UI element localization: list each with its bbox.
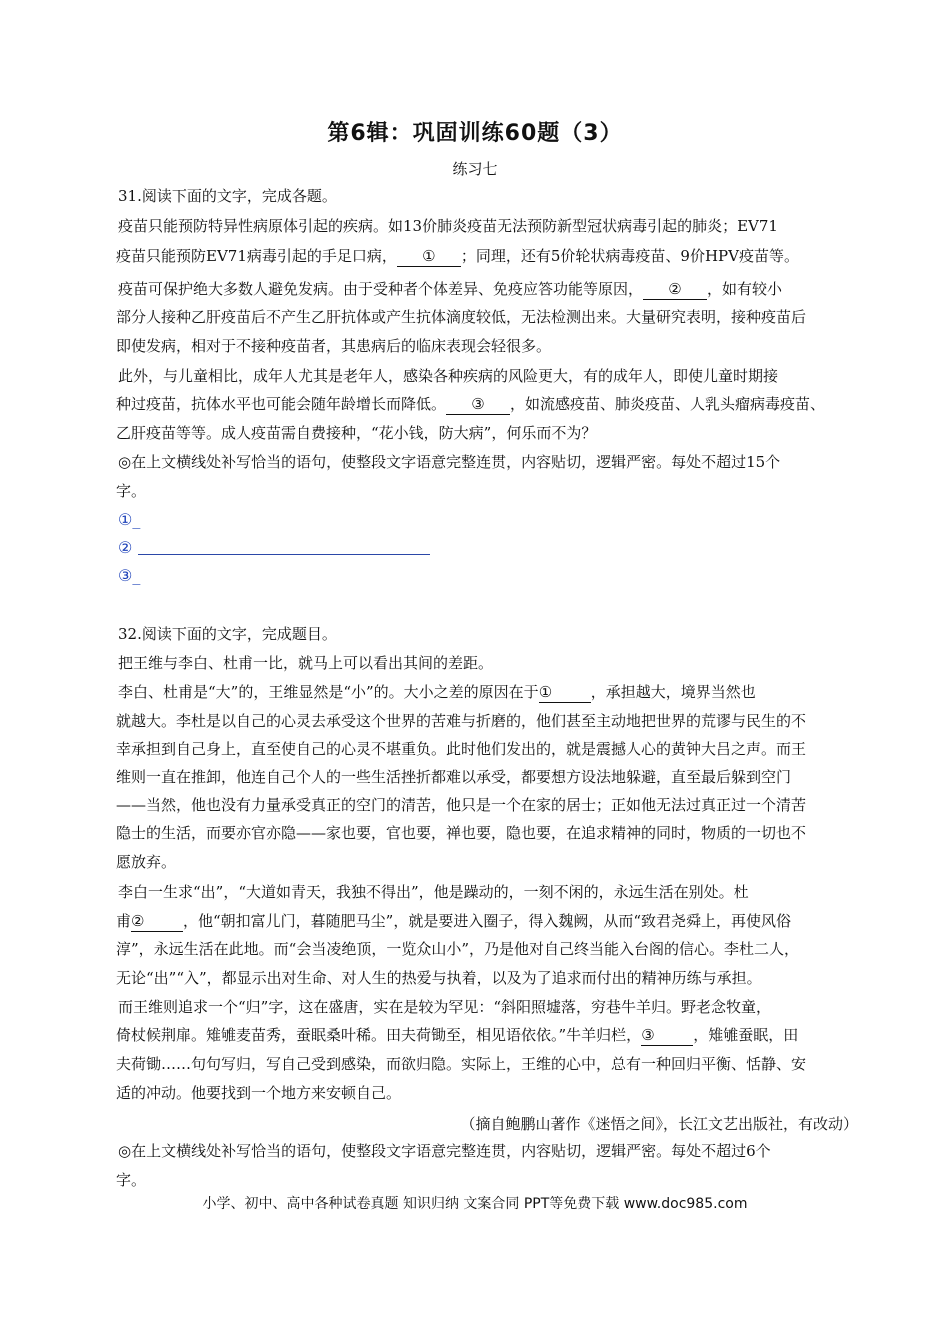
source-citation: （摘自鲍鹏山著作《迷悟之间》，长江文艺出版社，有改动） bbox=[460, 1115, 858, 1133]
q32-paragraph-4-line-4: 适的冲动。他要找到一个地方来安顿自己。 bbox=[116, 1084, 402, 1102]
text-segment: 种过疫苗，抗体水平也可能会随年龄增长而降低。 bbox=[116, 395, 447, 413]
text-segment: 李白、杜甫是“大”的，王维显然是“小”的。大小之差的原因在于 bbox=[118, 683, 539, 701]
q32-paragraph-2-line-7: 愿放弃。 bbox=[116, 853, 177, 871]
q32-paragraph-2-line-1 bbox=[118, 682, 868, 703]
q31-heading: 31.阅读下面的文字，完成各题。 bbox=[118, 187, 337, 205]
text-segment: ，他“朝扣富儿门，暮随肥马尘”，就是要进入圈子，得入魏阙，从而“致君尧舜上，再使风俗 bbox=[183, 912, 792, 930]
q31-blank-1: ① bbox=[397, 246, 461, 267]
q32-blank-3: ③ bbox=[641, 1025, 693, 1046]
answer-number: ① bbox=[118, 510, 133, 529]
section-subtitle: 练习七 bbox=[452, 160, 498, 178]
q31-instruction-line-1: ◎在上文横线处补写恰当的语句，使整段文字语意完整连贯，内容贴切，逻辑严密。每处不超过15个 bbox=[118, 453, 781, 471]
q31-paragraph-2-line-3: 即使发病，相对于不接种疫苗者，其患病后的临床表现会轻很多。 bbox=[116, 337, 552, 355]
text-segment: 疫苗只能预防EV71病毒引起的手足口病， bbox=[116, 247, 397, 265]
q31-instruction-line-2: 字。 bbox=[116, 482, 147, 500]
q32-paragraph-1: 把王维与李白、杜甫一比，就马上可以看出其间的差距。 bbox=[118, 654, 494, 672]
q32-paragraph-2-line-5: ——当然，他也没有力量承受真正的空门的清苦，他只是一个在家的居士；正如他无法过真正过一个清苦 bbox=[116, 796, 807, 814]
text-segment: ，如流感疫苗、肺炎疫苗、人乳头瘤病毒疫苗、 bbox=[510, 395, 826, 413]
q32-instruction-line-1: ◎在上文横线处补写恰当的语句，使整段文字语意完整连贯，内容贴切，逻辑严密。每处不超过6个 bbox=[118, 1142, 771, 1160]
q32-blank-1: ① bbox=[539, 682, 591, 703]
answer-2-line bbox=[138, 554, 430, 555]
q31-paragraph-1-line-1: 疫苗只能预防特异性病原体引起的疾病。如13价肺炎疫苗无法预防新型冠状病毒引起的肺炎；EV71 bbox=[118, 217, 778, 235]
text-segment: 倚杖候荆扉。雉雊麦苗秀，蚕眠桑叶稀。田夫荷锄至，相见语依依。”牛羊归栏， bbox=[116, 1026, 642, 1044]
q32-paragraph-2-line-2: 就越大。李杜是以自己的心灵去承受这个世界的苦难与折磨的，他们甚至主动地把世界的荒谬与民生的不 bbox=[116, 712, 807, 730]
q32-paragraph-4-line-2 bbox=[116, 1025, 866, 1046]
q31-blank-3: ③ bbox=[446, 394, 510, 415]
text-segment: ，如有较小 bbox=[707, 280, 783, 298]
q32-paragraph-3-line-4: 无论“出”“入”，都显示出对生命、对人生的热爱与执着，以及为了追求而付出的精神历练与承担。 bbox=[116, 969, 762, 987]
text-segment: ，雉雊蚕眠，田 bbox=[693, 1026, 799, 1044]
q32-paragraph-2-line-6: 隐士的生活，而要亦官亦隐——家也要，官也要，禅也要，隐也要，在追求精神的同时，物质的一切也不 bbox=[116, 824, 807, 842]
text-segment: 疫苗可保护绝大多数人避免发病。由于受种者个体差异、免疫应答功能等原因， bbox=[118, 280, 644, 298]
answer-3-label: ③_ bbox=[118, 566, 141, 585]
text-segment: 甫 bbox=[116, 912, 132, 930]
q31-paragraph-3-line-3: 乙肝疫苗等等。成人疫苗需自费接种，“花小钱，防大病”，何乐而不为？ bbox=[116, 424, 597, 442]
text-segment: ，承担越大，境界当然也 bbox=[590, 683, 756, 701]
q32-paragraph-4-line-3: 夫荷锄……句句写归，写自己受到感染，而欲归隐。实际上，王维的心中，总有一种回归平衡、恬静、安 bbox=[116, 1055, 807, 1073]
page-title: 第6辑：巩固训练60题（3） bbox=[327, 121, 623, 146]
q31-paragraph-3-line-2 bbox=[116, 394, 866, 415]
q32-heading: 32.阅读下面的文字，完成题目。 bbox=[118, 625, 337, 643]
q32-paragraph-3-line-2 bbox=[116, 911, 866, 932]
answer-number: ③ bbox=[118, 566, 133, 585]
text-segment: ；同理，还有5价轮状病毒疫苗、9价HPV疫苗等。 bbox=[460, 247, 799, 265]
q31-paragraph-2-line-1 bbox=[118, 279, 868, 300]
q32-paragraph-4-line-1: 而王维则追求一个“归”字，这在盛唐，实在是较为罕见：“斜阳照墟落，穷巷牛羊归。野老念牧童， bbox=[118, 998, 772, 1016]
q31-paragraph-1-line-2 bbox=[116, 246, 866, 267]
q32-paragraph-3-line-1: 李白一生求“出”，“大道如青天，我独不得出”，他是躁动的，一刻不闲的，永远生活在别处。杜 bbox=[118, 883, 749, 901]
q31-paragraph-3-line-1: 此外，与儿童相比，成年人尤其是老年人，感染各种疾病的风险更大，有的成年人，即使儿童时期接 bbox=[118, 367, 779, 385]
q32-paragraph-2-line-4: 维则一直在推卸，他连自己个人的一些生活挫折都难以承受，都要想方设法地躲避，直至最后躲到空门 bbox=[116, 768, 792, 786]
answer-1-label: ①_ bbox=[118, 510, 141, 529]
q31-blank-2: ② bbox=[643, 279, 707, 300]
q32-paragraph-2-line-3: 幸承担到自己身上，直至使自己的心灵不堪重负。此时他们发出的，就是震撼人心的黄钟大吕之声。而王 bbox=[116, 740, 807, 758]
answer-2-label: ② bbox=[118, 538, 133, 557]
q32-instruction-line-2: 字。 bbox=[116, 1171, 147, 1189]
q32-blank-2: ② bbox=[131, 911, 183, 932]
q32-paragraph-3-line-3: 淳”，永远生活在此地。而“会当凌绝顶，一览众山小”，乃是他对自己终当能入台阁的信心。李杜二人， bbox=[116, 940, 800, 958]
q31-paragraph-2-line-2: 部分人接种乙肝疫苗后不产生乙肝抗体或产生抗体滴度较低，无法检测出来。大量研究表明，接种疫苗后 bbox=[116, 308, 807, 326]
page-footer: 小学、初中、高中各种试卷真题 知识归纳 文案合同 PPT等免费下载 www.doc985.com bbox=[202, 1196, 748, 1212]
